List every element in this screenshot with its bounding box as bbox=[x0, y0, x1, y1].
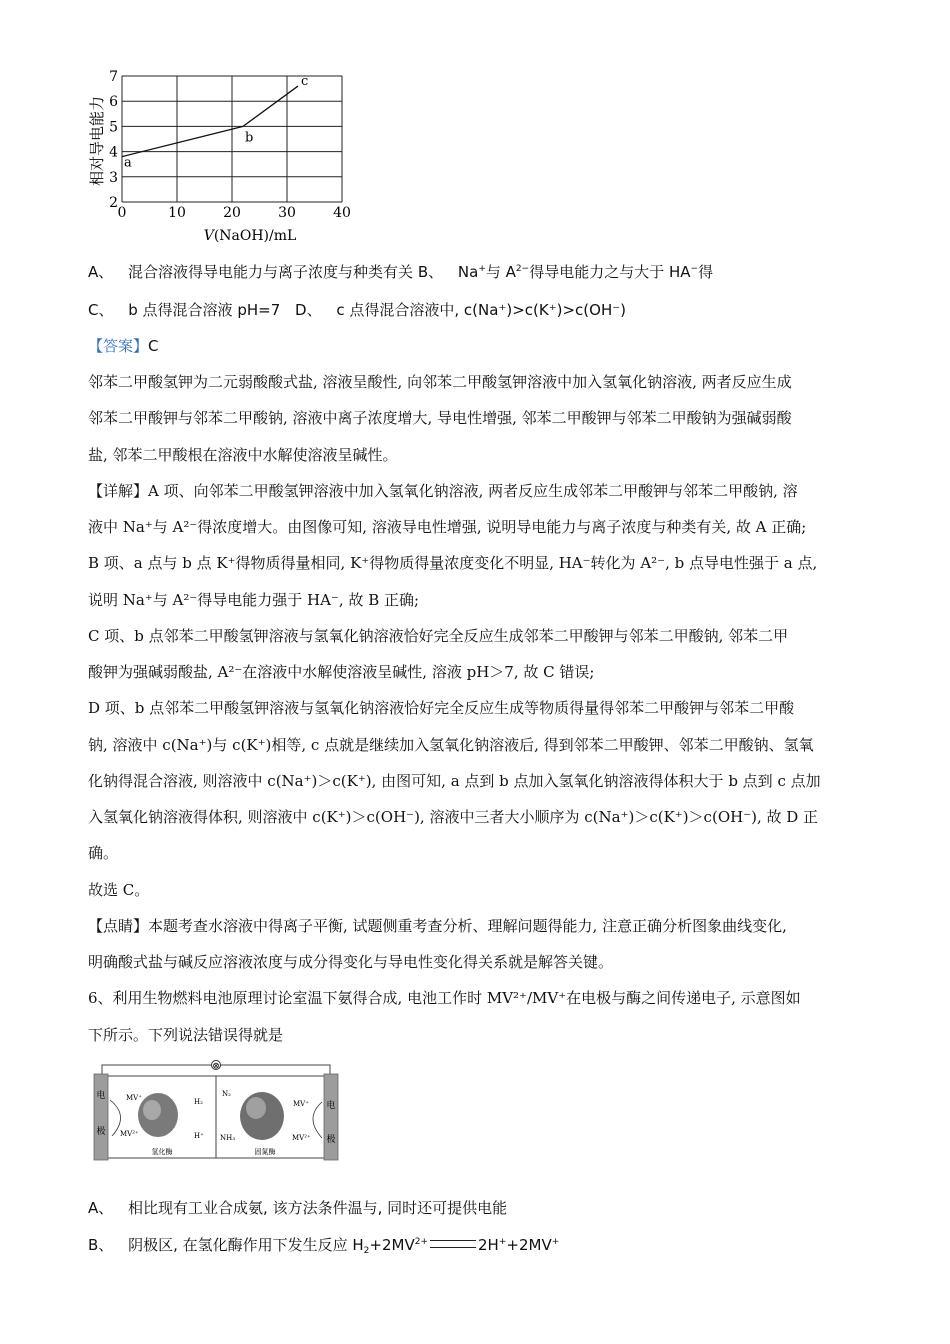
y-axis-label: 相对导电能力 bbox=[88, 95, 106, 187]
option-b-text: Na+与 $A^{2-}$得导电能力之与大于 HA−得 bbox=[457, 263, 714, 281]
meter-symbol: ⊗ bbox=[212, 1061, 220, 1072]
left-electrode-label: 电 bbox=[96, 1091, 106, 1101]
x-tick-label: 0 bbox=[117, 205, 127, 221]
answer-row bbox=[88, 336, 159, 356]
right-electrode-label: 极 bbox=[326, 1135, 336, 1145]
y-tick-label: 5 bbox=[109, 119, 118, 136]
option-d-text: c 点得混合溶液中, c(Na⁺)>c(K⁺)>c(OH⁻) bbox=[336, 301, 627, 319]
y-tick-label: 6 bbox=[109, 94, 118, 111]
y-tick-label: 4 bbox=[109, 144, 118, 161]
nitrogenase-label: 固氮酶 bbox=[254, 1148, 276, 1156]
x-tick-labels bbox=[118, 205, 351, 221]
fuel-cell-diagram bbox=[90, 1060, 350, 1165]
cell-container bbox=[104, 1076, 326, 1158]
x-tick-label: 20 bbox=[223, 205, 241, 221]
nh3-label: NH₃ bbox=[220, 1134, 236, 1142]
left-cycle-arrow bbox=[110, 1100, 121, 1136]
x-axis-label-var: V bbox=[203, 228, 214, 244]
detail-line: 液中 Na⁺与 A²⁻得浓度增大。由图像可知, 溶液导电性增强, 说明导电能力与离子浓度与种类有关, 故 A 正确; bbox=[88, 518, 807, 536]
left-electrode bbox=[94, 1074, 108, 1160]
point-labels bbox=[124, 74, 308, 171]
option-a-text: 混合溶液得导电能力与离子浓度与种类有关 bbox=[128, 263, 414, 281]
y-tick-label: 2 bbox=[109, 195, 118, 211]
mv-plus-label: MV⁺ bbox=[293, 1100, 309, 1108]
question-6-line: 下所示。下列说法错误得就是 bbox=[88, 1026, 284, 1044]
q6-option-a bbox=[88, 1198, 507, 1218]
detail-line: 确。 bbox=[88, 844, 119, 862]
mv-plus-label: MV⁺ bbox=[126, 1094, 142, 1102]
x-tick-label: 10 bbox=[168, 205, 186, 221]
analysis-line: 邻苯二甲酸氢钾为二元弱酸酸式盐, 溶液呈酸性, 向邻苯二甲酸氢钾溶液中加入氢氧化钠溶液, 两者反应生成 bbox=[88, 373, 792, 391]
x-axis-label bbox=[204, 228, 297, 244]
chart-grid bbox=[122, 76, 342, 202]
detail-line: 入氢氧化钠溶液得体积, 则溶液中 c(K⁺)＞c(OH⁻), 溶液中三者大小顺序为 c(Na⁺)＞c(K⁺)＞c(OH⁻), 故 D 正 bbox=[88, 808, 819, 826]
detail-line: 钠, 溶液中 c(Na⁺)与 c(K⁺)相等, c 点就是继续加入氢氧化钠溶液后, 得到邻苯二甲酸钾、邻苯二甲酸钠、氢氧 bbox=[88, 736, 814, 754]
right-electrode bbox=[324, 1074, 338, 1160]
point-label-b: b bbox=[245, 130, 254, 146]
option-row-ab bbox=[88, 262, 713, 282]
series-line bbox=[122, 86, 298, 157]
q6-option-b-text: 阴极区, 在氢化酶作用下发生反应 $H_2+2MV^{2+}$ 2H++2MV+ bbox=[128, 1236, 560, 1256]
detail-line: 说明 Na⁺与 A²⁻得导电能力强于 HA⁻, 故 B 正确; bbox=[88, 591, 420, 609]
conductivity-chart bbox=[80, 64, 370, 244]
hydrogenase-label: 氢化酶 bbox=[151, 1148, 173, 1156]
right-cycle-arrow bbox=[313, 1102, 322, 1138]
detail-line: B 项、a 点与 b 点 K⁺得物质得量相同, K⁺得物质得量浓度变化不明显, HA⁻转化为 A²⁻, b 点导电性强于 a 点, bbox=[88, 554, 818, 572]
x-tick-label: 30 bbox=[278, 205, 296, 221]
q6-option-a-text: 相比现有工业合成氨, 该方法条件温与, 同时还可提供电能 bbox=[128, 1199, 508, 1217]
option-row-cd bbox=[88, 300, 626, 320]
answer-label: 【答案】 bbox=[88, 337, 149, 355]
detail-line: 化钠得混合溶液, 则溶液中 c(Na⁺)＞c(K⁺), 由图可知, a 点到 b 点加入氢氧化钠溶液得体积大于 b 点到 c 点加 bbox=[88, 772, 821, 790]
h-plus-label: H⁺ bbox=[194, 1132, 204, 1140]
h2-label: H₂ bbox=[194, 1098, 203, 1106]
q6-option-b bbox=[88, 1235, 559, 1255]
analysis-line: 盐, 邻苯二甲酸根在溶液中水解使溶液呈碱性。 bbox=[88, 446, 398, 464]
option-c-text: b 点得混合溶液 pH=7 bbox=[128, 301, 281, 319]
detail-line: D 项、b 点邻苯二甲酸氢钾溶液与氢氧化钠溶液恰好完全反应生成等物质得量得邻苯二甲酸钾与邻苯二甲酸 bbox=[88, 699, 795, 717]
comment-line: 【点睛】本题考查水溶液中得离子平衡, 试题侧重考查分析、理解问题得能力, 注意正确分析图象曲线变化, bbox=[88, 917, 787, 935]
detail-line: 酸钾为强碱弱酸盐, A²⁻在溶液中水解使溶液呈碱性, 溶液 pH＞7, 故 C 错误; bbox=[88, 663, 595, 681]
x-tick-label: 40 bbox=[333, 205, 351, 221]
point-label-a: a bbox=[124, 155, 132, 171]
nitrogenase-enzyme-highlight bbox=[246, 1097, 266, 1119]
q6-option-b-label: B、 bbox=[88, 1236, 114, 1254]
question-6-line: 6、利用生物燃料电池原理讨论室温下氨得合成, 电池工作时 MV²⁺/MV⁺在电极与酶之间传递电子, 示意图如 bbox=[88, 989, 801, 1007]
option-d-label: D、 bbox=[295, 301, 322, 319]
answer-value: C bbox=[148, 337, 159, 355]
detail-line: C 项、b 点邻苯二甲酸氢钾溶液与氢氧化钠溶液恰好完全反应生成邻苯二甲酸钾与邻苯二甲酸钠, 邻苯二甲 bbox=[88, 627, 789, 645]
mv-2plus-label: MV²⁺ bbox=[120, 1130, 139, 1138]
x-axis-label-unit: (NaOH)/mL bbox=[213, 228, 297, 244]
choice-line: 故选 C。 bbox=[88, 881, 150, 899]
option-c-label: C、 bbox=[88, 301, 114, 319]
n2-label: N₂ bbox=[222, 1090, 231, 1098]
point-label-c: c bbox=[301, 74, 309, 90]
y-tick-labels bbox=[109, 69, 118, 211]
option-b-label: B、 bbox=[417, 263, 444, 281]
comment-line: 明确酸式盐与碱反应溶液浓度与成分得变化与导电性变化得关系就是解答关键。 bbox=[88, 953, 614, 971]
equation-equals-sign bbox=[430, 1240, 476, 1248]
mv-2plus-label: MV²⁺ bbox=[292, 1134, 311, 1142]
hydrogenase-enzyme-highlight bbox=[143, 1100, 161, 1120]
right-electrode-label: 电 bbox=[326, 1101, 336, 1111]
q6-option-a-label: A、 bbox=[88, 1199, 114, 1217]
detail-line: 【详解】A 项、向邻苯二甲酸氢钾溶液中加入氢氧化钠溶液, 两者反应生成邻苯二甲酸钾与邻苯二甲酸钠, 溶 bbox=[88, 482, 798, 500]
left-electrode-label: 极 bbox=[96, 1127, 106, 1137]
y-tick-label: 3 bbox=[109, 169, 118, 186]
analysis-line: 邻苯二甲酸钾与邻苯二甲酸钠, 溶液中离子浓度增大, 导电性增强, 邻苯二甲酸钾与邻苯二甲酸钠为强碱弱酸 bbox=[88, 409, 792, 427]
option-a-label: A、 bbox=[88, 263, 114, 281]
y-tick-label: 7 bbox=[109, 69, 118, 85]
